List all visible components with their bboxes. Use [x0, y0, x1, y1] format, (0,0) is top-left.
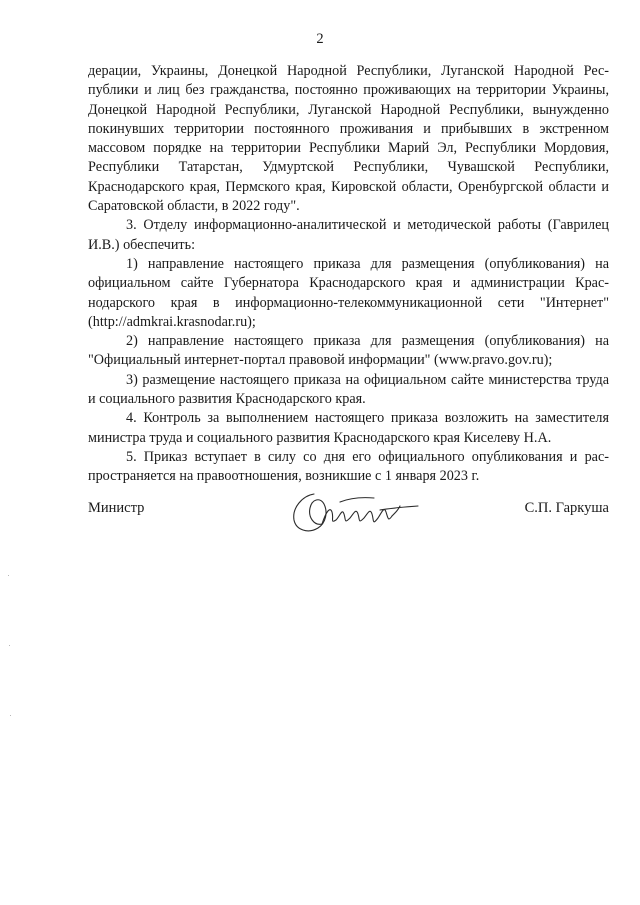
paragraph-item-4: 4. Контроль за выполнением настоящего приказа возложить на заместителя министра труда и социального развития Краснодарского края Киселеву Н.А.	[88, 410, 609, 446]
paragraph-item-3-3: 3) размещение настоящего приказа на официальном сайте министерства труда и социального развития Краснодарского края.	[88, 371, 609, 408]
signer-title: Министр	[88, 500, 145, 516]
document-body	[88, 62, 609, 487]
handwritten-signature	[284, 482, 434, 538]
scan-artifact	[9, 645, 10, 646]
page-number: 2	[316, 31, 324, 47]
paragraph-item-3: 3. Отделу информационно-аналитической и методической работы (Гаврилец И.В.) обеспечить:	[88, 217, 609, 253]
signer-name: С.П. Гаркуша	[524, 500, 609, 516]
scan-artifact	[8, 575, 9, 576]
scan-artifact	[10, 715, 11, 716]
paragraph-item-3-2: 2) направление настоящего приказа для размещения (опубликования) на "Официальный интернет-портал правовой информации" (www.pravo.gov.ru);	[88, 333, 609, 369]
paragraph-item-3-1: 1) направление настоящего приказа для размещения (опубликования) на официальном сайте Губернатора Краснодарского края и администрации Краснодарского края в информационно-телекоммуникационной сети "Интернет" (http://admkrai.krasnodar.ru);	[88, 255, 609, 330]
paragraph-continuation: дерации, Украины, Донецкой Народной Республики, Луганской Народной Республики и лиц без гражданства, постоянно проживающих на территории Украины, Донецкой Народной Республики, Луганской Народной Республики, вынужденно покинувших территории постоянного проживания и прибывших в экстренном массовом порядке на территории Республики Марий Эл, Республики Мордовия, Республики Татарстан, Удмуртской Республики, Чувашской Республики, Краснодарского края, Пермского края, Кировской области, Оренбургской области и Саратовской области, в 2022 году".	[88, 63, 609, 215]
signature-block	[88, 482, 609, 542]
paragraph-item-5: 5. Приказ вступает в силу со дня его официального опубликования и распространяется на правоотношения, возникшие с 1 января 2023 г.	[88, 448, 609, 485]
